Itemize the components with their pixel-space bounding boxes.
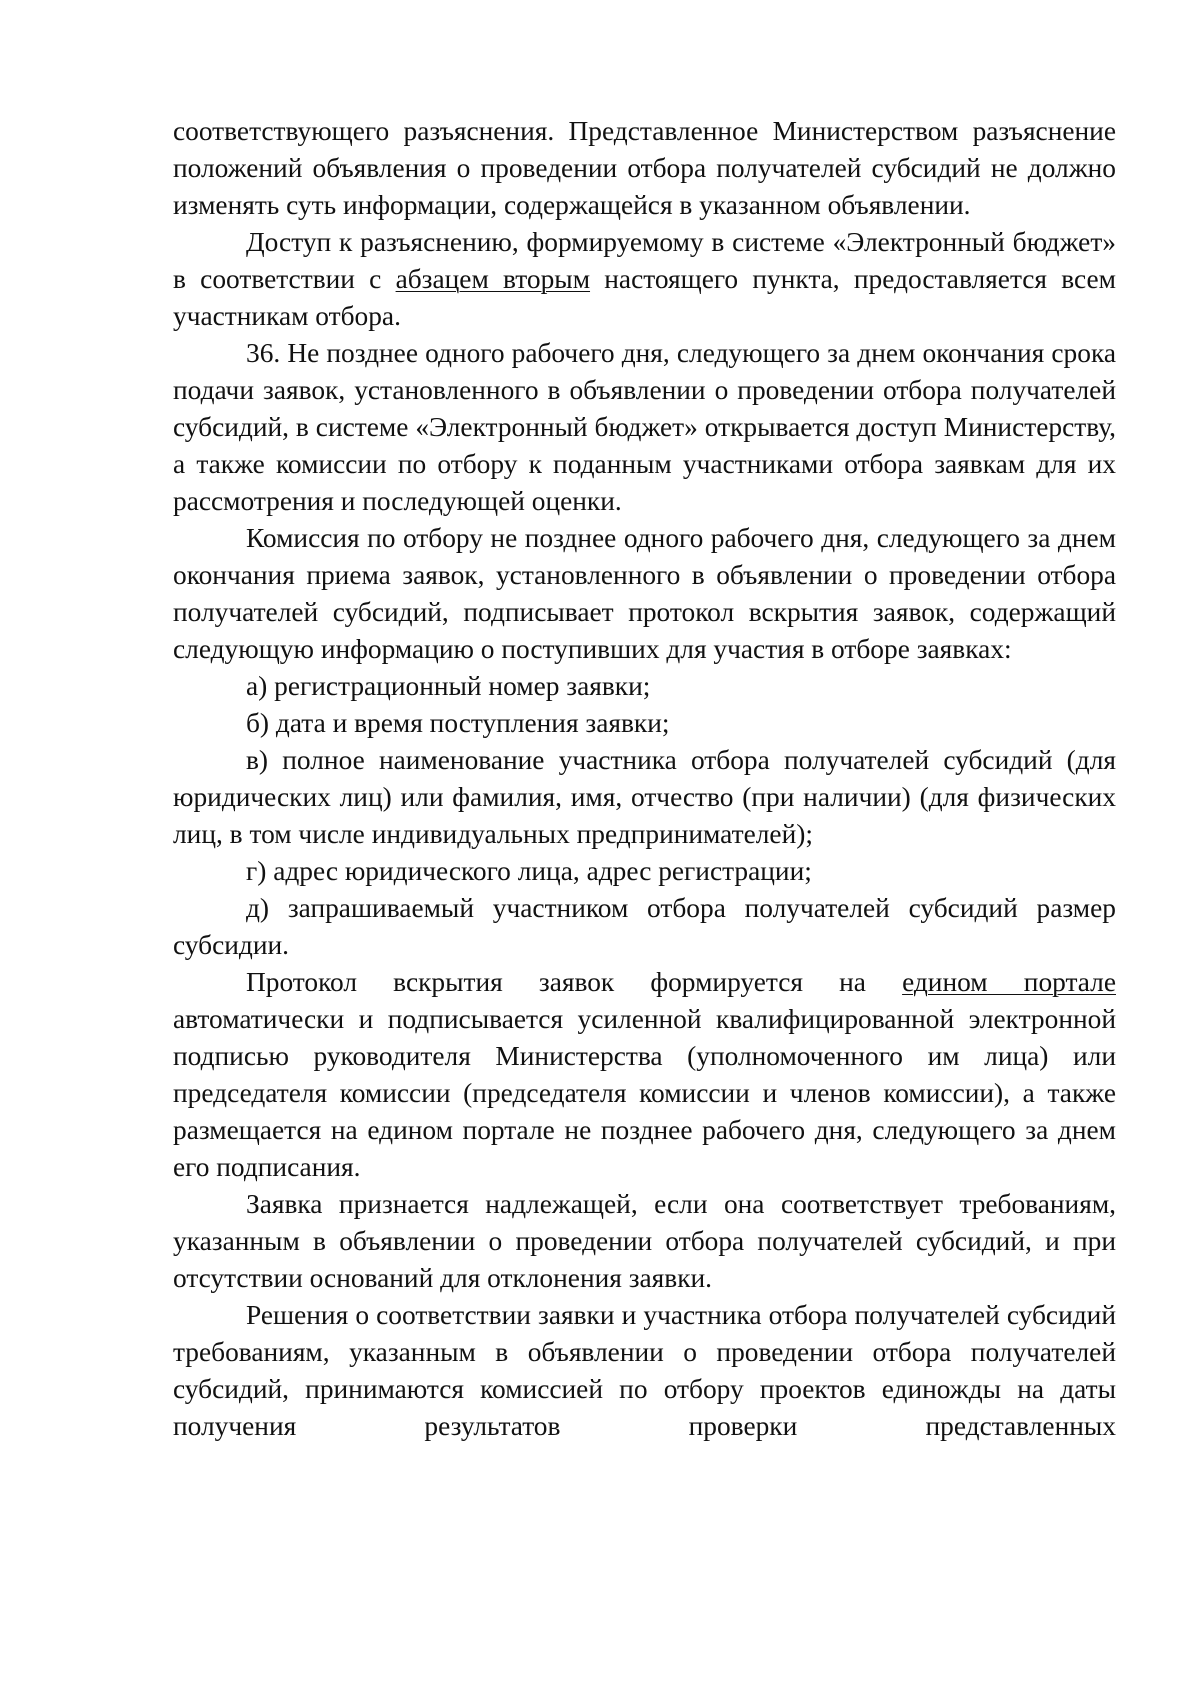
paragraph — [173, 113, 1116, 224]
paragraph — [173, 224, 1116, 335]
paragraph-text: настоящего пункта, предоставляется всем участникам отбора. — [173, 264, 1116, 331]
paragraph-text: Комиссия по отбору не позднее одного рабочего дня, следующего за днем окончания приема заявок, установленного в объявлении о проведении отбора получателей субсидий, подписывает протокол вскрытия заявок, содержащий следующую информацию о поступивших для участия в отборе заявках: — [173, 523, 1116, 664]
paragraph-text: соответствующего разъяснения. Представленное Министерством разъяснение положений объявления о проведении отбора получателей субсидий не должно изменять суть информации, содержащейся в указанном объявлении. — [173, 116, 1116, 220]
paragraph — [173, 742, 1116, 853]
document-link[interactable]: едином портале — [902, 967, 1116, 997]
paragraph-text: в) полное наименование участника отбора получателей субсидий (для юридических лиц) или фамилия, имя, отчество (при наличии) (для физических лиц, в том числе индивидуальных предпринимателей); — [173, 745, 1116, 849]
paragraph-text: автоматически и подписывается усиленной квалифицированной электронной подписью руководителя Министерства (уполномоченного им лица) или председателя комиссии (председателя комиссии и членов комиссии), а также размещается на едином портале не позднее рабочего дня, следующего за днем его подписания. — [173, 1004, 1116, 1182]
paragraph-text: д) запрашиваемый участником отбора получателей субсидий размер субсидии. — [173, 893, 1116, 960]
paragraph-text: б) дата и время поступления заявки; — [246, 708, 670, 738]
paragraph — [173, 520, 1116, 668]
paragraph — [173, 1186, 1116, 1297]
paragraph — [173, 705, 1116, 742]
paragraph-text: а) регистрационный номер заявки; — [246, 671, 651, 701]
paragraph-text: Заявка признается надлежащей, если она соответствует требованиям, указанным в объявлении о проведении отбора получателей субсидий, и при отсутствии оснований для отклонения заявки. — [173, 1189, 1116, 1293]
paragraph — [173, 853, 1116, 890]
paragraph-text: Доступ к разъяснению, формируемому в системе «Электронный бюджет» в соответствии с — [173, 227, 1116, 294]
document-link[interactable]: абзацем вторым — [395, 264, 591, 294]
paragraph-text: Решения о соответствии заявки и участника отбора получателей субсидий требованиям, указанным в объявлении о проведении отбора получателей субсидий, принимаются комиссией по отбору проектов единожды на даты получения результатов проверки представленных — [173, 1300, 1116, 1441]
paragraph — [173, 890, 1116, 964]
paragraph — [173, 668, 1116, 705]
paragraph — [173, 335, 1116, 520]
paragraph-text: г) адрес юридического лица, адрес регистрации; — [246, 856, 812, 886]
paragraph — [173, 1297, 1116, 1445]
paragraph — [173, 964, 1116, 1186]
paragraph-text: Протокол вскрытия заявок формируется на — [246, 967, 903, 997]
paragraph-text: 36. Не позднее одного рабочего дня, следующего за днем окончания срока подачи заявок, установленного в объявлении о проведении отбора получателей субсидий, в системе «Электронный бюджет» открывается доступ Министерству, а также комиссии по отбору к поданным участниками отбора заявкам для их рассмотрения и последующей оценки. — [173, 338, 1116, 516]
document-body — [173, 113, 1116, 1445]
